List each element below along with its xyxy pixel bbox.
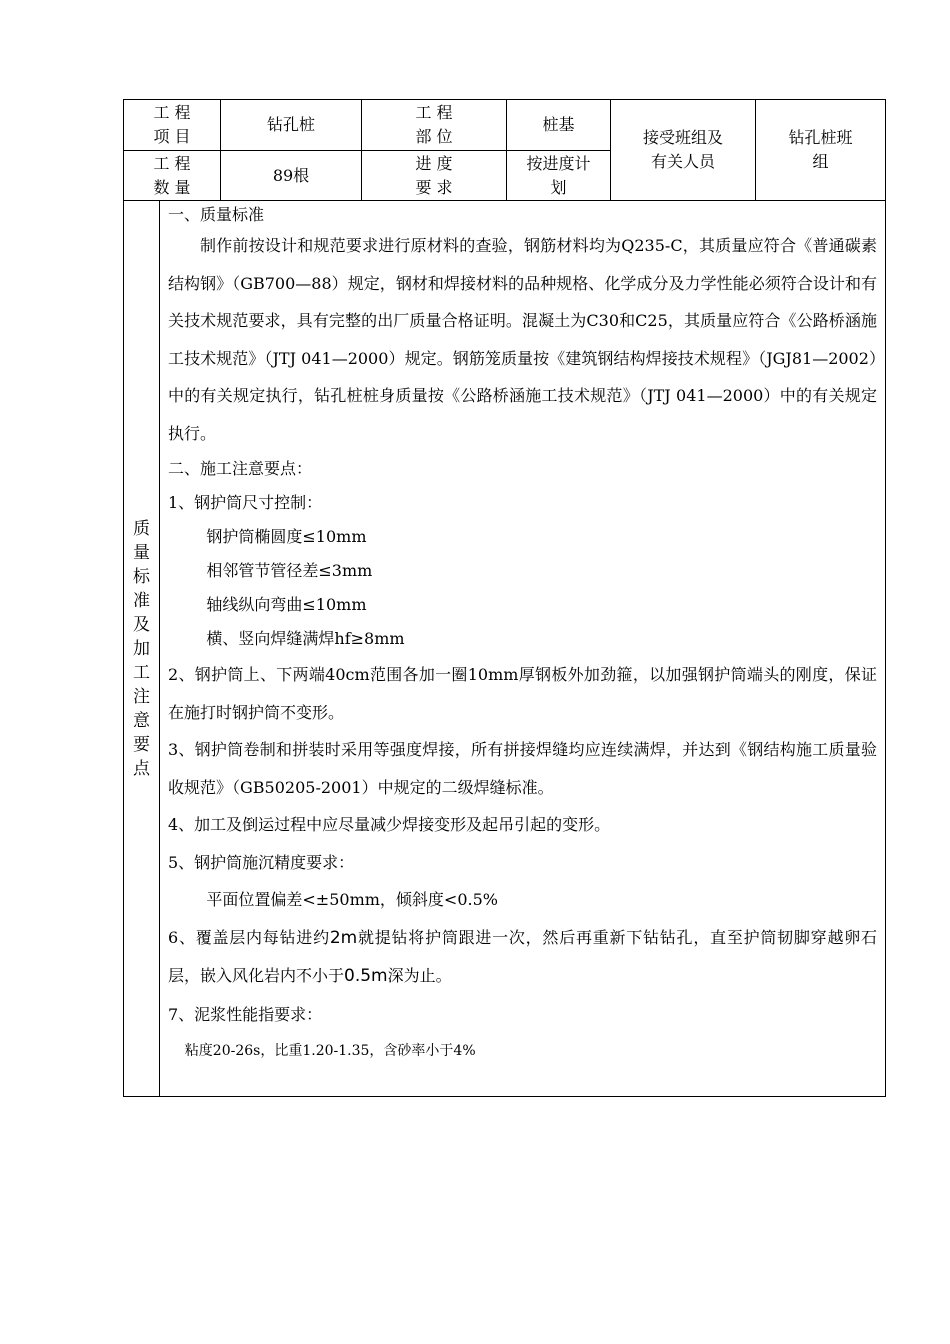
item-7-title: 7、泥浆性能指要求： [168,1004,323,1024]
project-value: 钻孔桩 [221,100,362,151]
receiver-label: 接受班组及 有关人员 [611,100,756,201]
item-1-b: 相邻管节管径差≤3mm [206,561,373,580]
section-1-title: 一、质量标准 [168,205,265,224]
item-5-a: 平面位置偏差<±50mm，倾斜度<0.5% [206,890,498,909]
item-6-embed-value: 0.5m [344,966,388,986]
item-7-a: 粘度20-26s，比重1.20-1.35，含砂率小于4% [184,1043,476,1059]
item-1-a: 钢护筒椭圆度≤10mm [206,527,367,546]
receiver-value: 钻孔桩班 组 [756,100,886,201]
handover-form-table [123,99,886,1097]
item-6: 6、覆盖层内每钻进约2m就提钻将护筒跟进一次，然后再重新下钻钻孔，直至护筒韧脚穿越卵石层，嵌入风化岩内不小于0.5m深为止。 [168,927,877,986]
item-3: 3、钢护筒卷制和拼装时采用等强度焊接，所有拼接焊缝均应连续满焊，并达到《钢结构施工质量验收规范》（GB50205-2001）中规定的二级焊缝标准。 [168,740,877,797]
part-value: 桩基 [507,100,611,151]
section-2-title: 二、施工注意要点： [168,459,313,478]
item-5-title: 5、钢护筒施沉精度要求： [168,852,355,872]
header-row-1 [124,100,886,151]
item-1-d: 横、竖向焊缝满焊hf≥8mm [206,629,405,648]
quantity-label: 工 程 数 量 [124,151,221,201]
item-2: 2、钢护筒上、下两端40cm范围各加一圈10mm厚钢板外加劲箍，以加强钢护筒端头的刚度，保证在施打时钢护筒不变形。 [168,665,877,722]
item-6-depth-value: 2m [329,927,358,948]
project-label: 工 程 项 目 [124,100,221,151]
content-cell [160,201,886,1097]
item-4: 4、加工及倒运过程中应尽量减少焊接变形及起吊引起的变形。 [168,815,611,834]
side-label: 质量标准及加工注意要点 [124,201,160,1097]
content-row [124,201,886,1097]
section-1-text: 制作前按设计和规范要求进行原材料的查验，钢筋材料均为Q235-C，其质量应符合《普通碳素结构钢》（GB700—88）规定，钢材和焊接材料的品种规格、化学成分及力学性能必须符合设计和有关技术规范要求，具有完整的出厂质量合格证明。混凝土为C30和C25，其质量应符合《公路桥涵施工技术规范》（JTJ 041—2000）规定。钢筋笼质量按《建筑钢结构焊接技术规程》（JGJ81—2002）中的有关规定执行，钻孔桩桩身质量按《公路桥涵施工技术规范》（JTJ 041—2000）中的有关规定执行。 [168,236,877,443]
part-label: 工 程 部 位 [362,100,507,151]
item-1-title: 1、钢护筒尺寸控制： [168,493,323,512]
progress-value: 按进度计 划 [507,151,611,201]
progress-label: 进 度 要 求 [362,151,507,201]
item-1-c: 轴线纵向弯曲≤10mm [206,595,367,614]
quantity-value: 89根 [221,151,362,201]
